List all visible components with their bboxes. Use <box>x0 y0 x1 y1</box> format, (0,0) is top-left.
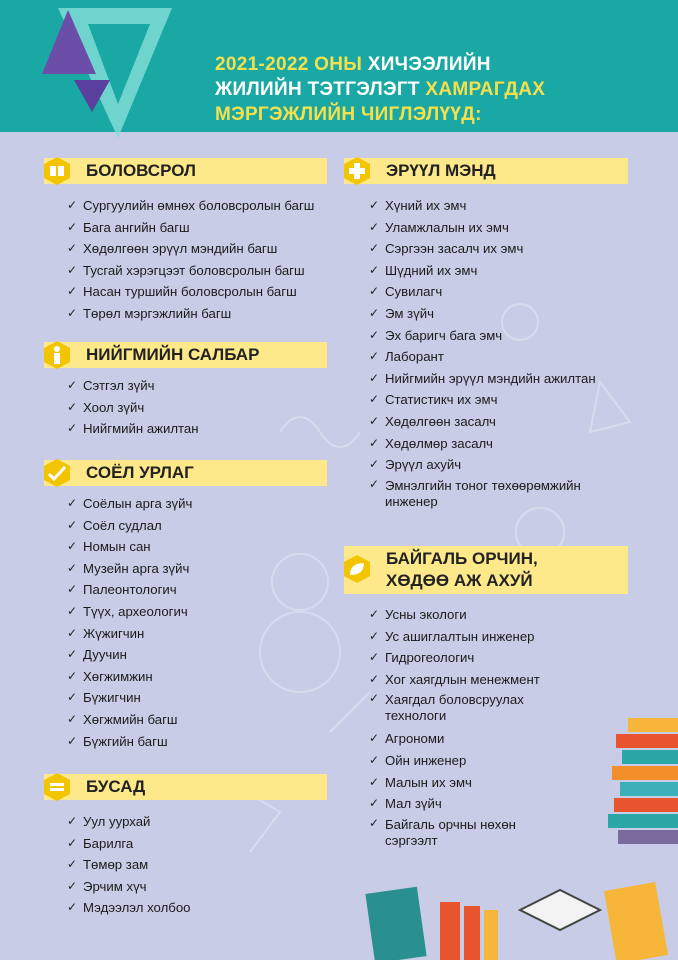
logo-triangles-icon <box>0 0 200 140</box>
education-list <box>67 195 314 325</box>
person-icon <box>42 340 72 370</box>
other-list <box>67 811 190 919</box>
list-item: ✓ Жүжигчин <box>67 623 192 645</box>
section-health-header <box>344 158 628 184</box>
list-item: ✓ Бүжгийн багш <box>67 731 192 753</box>
list-item: ✓ Хог хаягдлын менежмент <box>369 669 609 691</box>
list-item: ✓ Эрчим хүч <box>67 876 190 898</box>
list-item: ✓ Сувилагч <box>369 281 629 303</box>
list-item: ✓ Эх баригч бага эмч <box>369 325 629 347</box>
book-icon <box>42 156 72 186</box>
leaf-icon <box>342 554 372 584</box>
culture-list <box>67 493 192 752</box>
list-item: ✓ Хөгжмийн багш <box>67 709 192 731</box>
list-item: ✓ Бүжигчин <box>67 687 192 709</box>
books-icon <box>42 772 72 802</box>
list-item: ✓ Лаборант <box>369 346 629 368</box>
list-item: ✓ Агрономи <box>369 728 609 750</box>
book-stack-illustration <box>360 710 678 960</box>
list-item: ✓ Мэдээлэл холбоо <box>67 897 190 919</box>
list-item: ✓ Хөдөлгөөн засалч <box>369 411 629 433</box>
list-item: ✓ Хөгжимжин <box>67 666 192 688</box>
list-item: ✓ Эмнэлгийн тоног төхөөрөмжийн инженер <box>369 476 615 514</box>
list-item: ✓ Төмөр зам <box>67 854 190 876</box>
list-item: ✓ Ойн инженер <box>369 750 609 772</box>
health-list <box>369 195 629 514</box>
list-item: ✓ Сэтгэл зүйч <box>67 375 199 397</box>
section-other-header <box>44 774 327 800</box>
list-item: ✓ Музейн арга зүйч <box>67 558 192 580</box>
list-item: ✓ Хөдөлмөр засалч <box>369 433 629 455</box>
list-item: ✓ Хүний их эмч <box>369 195 629 217</box>
list-item: ✓ Нийгмийн эрүүл мэндийн ажилтан <box>369 368 629 390</box>
pencil-check-icon <box>42 458 72 488</box>
section-education-title: БОЛОВСРОЛ <box>86 161 196 180</box>
list-item: ✓ Барилга <box>67 833 190 855</box>
list-item: ✓ Төрөл мэргэжлийн багш <box>67 303 314 325</box>
list-item: ✓ Байгаль орчны нөхөн сэргээлт <box>369 815 555 853</box>
list-item: ✓ Уул уурхай <box>67 811 190 833</box>
list-item: ✓ Сэргээн засалч их эмч <box>369 238 629 260</box>
list-item: ✓ Палеонтологич <box>67 579 192 601</box>
list-item: ✓ Мал зүйч <box>369 793 609 815</box>
list-item: ✓ Усны экологи <box>369 604 609 626</box>
medical-cross-icon <box>342 156 372 186</box>
list-item: ✓ Шүдний их эмч <box>369 260 629 282</box>
section-social-header <box>44 342 327 368</box>
list-item: ✓ Номын сан <box>67 536 192 558</box>
list-item: ✓ Хөдөлгөөн эрүүл мэндийн багш <box>67 238 314 260</box>
section-environment-title-line1: БАЙГАЛЬ ОРЧИН, <box>386 549 538 568</box>
social-list <box>67 375 199 440</box>
section-environment-header <box>344 546 628 594</box>
list-item: ✓ Соёлын арга зүйч <box>67 493 192 515</box>
list-item: ✓ Дуучин <box>67 644 192 666</box>
section-other-title: БУСАД <box>86 777 146 796</box>
list-item: ✓ Эм зүйч <box>369 303 629 325</box>
list-item: ✓ Ус ашиглалтын инженер <box>369 626 609 648</box>
list-item: ✓ Эрүүл ахуйч <box>369 454 629 476</box>
section-culture-header <box>44 460 327 486</box>
list-item: ✓ Тусгай хэрэгцээт боловсролын багш <box>67 260 314 282</box>
list-item: ✓ Сургуулийн өмнөх боловсролын багш <box>67 195 314 217</box>
list-item: ✓ Статистикч их эмч <box>369 389 629 411</box>
section-culture-title: СОЁЛ УРЛАГ <box>86 463 194 482</box>
section-environment-title-line2: ХӨДӨӨ АЖ АХУЙ <box>386 571 533 590</box>
list-item: ✓ Бага ангийн багш <box>67 217 314 239</box>
list-item: ✓ Нийгмийн ажилтан <box>67 418 199 440</box>
list-item: ✓ Гидрогеологич <box>369 647 609 669</box>
list-item: ✓ Соёл судлал <box>67 515 192 537</box>
section-education-header <box>44 158 327 184</box>
list-item: ✓ Насан туршийн боловсролын багш <box>67 281 314 303</box>
page-title: 2021-2022 ОНЫ ХИЧЭЭЛИЙН ЖИЛИЙН ТЭТГЭЛЭГТ ХАМРАГДАХ МЭРГЭЖЛИЙН ЧИГЛЭЛҮҮД: <box>215 54 546 125</box>
list-item: ✓ Хаягдал боловсруулах технологи <box>369 690 555 728</box>
list-item: ✓ Уламжлалын их эмч <box>369 217 629 239</box>
list-item: ✓ Малын их эмч <box>369 772 609 794</box>
section-health-title: ЭРҮҮЛ МЭНД <box>386 161 496 180</box>
list-item: ✓ Түүх, археологич <box>67 601 192 623</box>
list-item: ✓ Хоол зүйч <box>67 397 199 419</box>
section-social-title: НИЙГМИЙН САЛБАР <box>86 345 260 364</box>
